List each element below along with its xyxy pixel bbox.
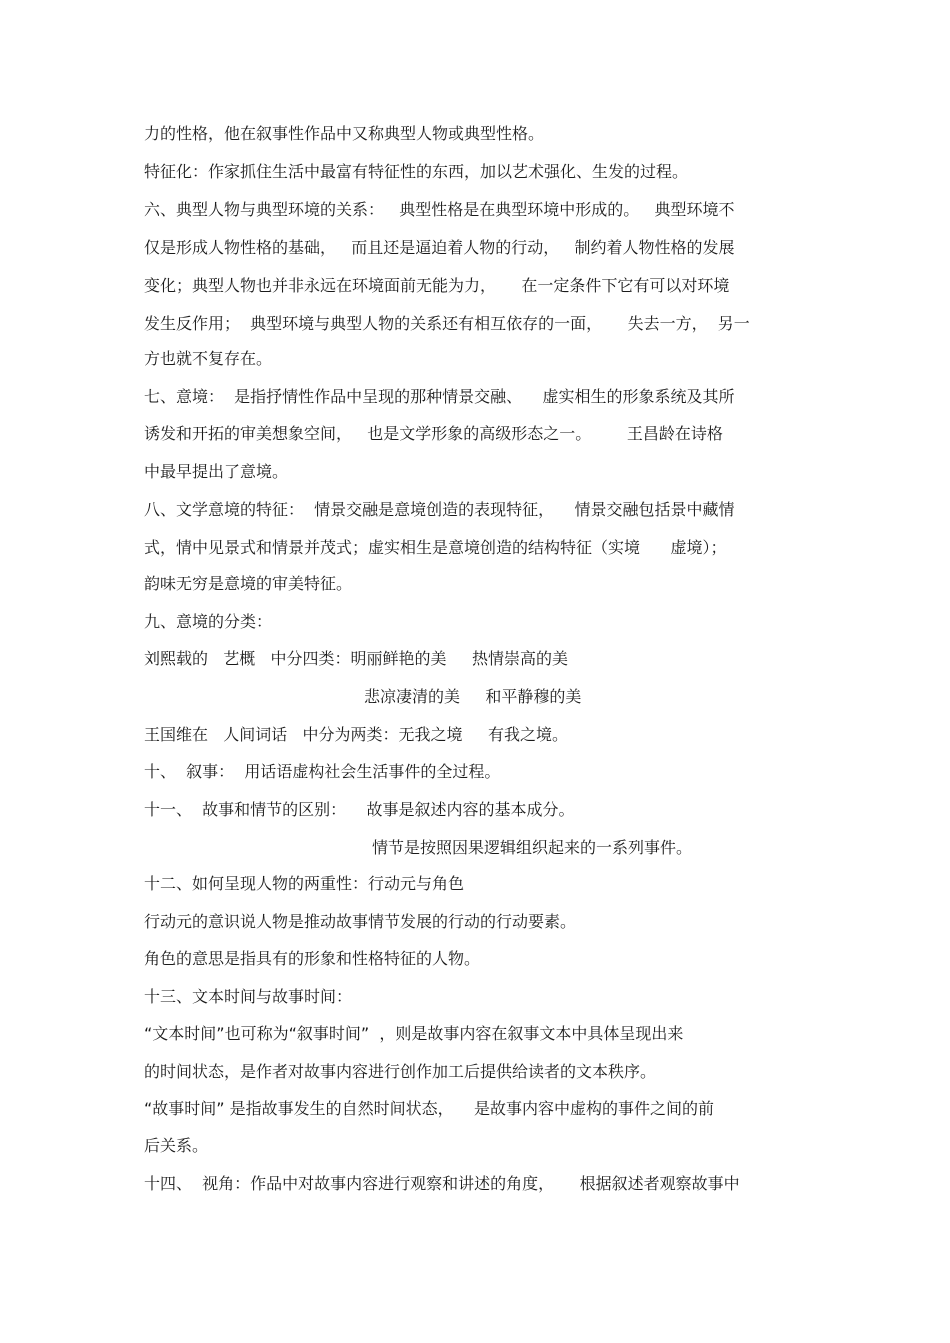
- text-line: 七、意境： 是指抒情性作品中呈现的那种情景交融、 虚实相生的形象系统及其所: [144, 387, 735, 406]
- text-line: 九、意境的分类：: [144, 612, 273, 631]
- text-line: 八、文学意境的特征： 情景交融是意境创造的表现特征， 情景交融包括景中藏情: [144, 500, 735, 519]
- text-line: 仅是形成人物性格的基础， 而且还是逼迫着人物的行动， 制约着人物性格的发展: [144, 238, 735, 257]
- text-line: 十一、 故事和情节的区别： 故事是叙述内容的基本成分。: [144, 800, 575, 819]
- text-line: 变化；典型人物也并非永远在环境面前无能为力， 在一定条件下它有可以对环境: [144, 276, 730, 295]
- text-line: 后关系。: [144, 1136, 209, 1155]
- text-line: 力的性格，他在叙事性作品中又称典型人物或典型性格。: [144, 124, 545, 143]
- text-line: 韵味无穷是意境的审美特征。: [144, 574, 353, 593]
- text-line: 十四、 视角：作品中对故事内容进行观察和讲述的角度， 根据叙述者观察故事中: [144, 1174, 740, 1193]
- text-line: 情节是按照因果逻辑组织起来的一系列事件。: [372, 838, 693, 857]
- text-line: “文本时间”也可称为“叙事时间” ，则是故事内容在叙事文本中具体呈现出来: [144, 1024, 684, 1043]
- text-line: 刘熙载的 艺概 中分四类：明丽鲜艳的美 热情崇高的美: [144, 649, 568, 668]
- text-line: 十、 叙事： 用话语虚构社会生活事件的全过程。: [144, 762, 501, 781]
- text-line: 的时间状态，是作者对故事内容进行创作加工后提供给读者的文本秩序。: [144, 1062, 657, 1081]
- text-line: 悲凉凄清的美 和平静穆的美: [364, 687, 582, 706]
- text-line: 发生反作用； 典型环境与典型人物的关系还有相互依存的一面， 失去一方， 另一: [144, 314, 750, 333]
- text-line: 十二、如何呈现人物的两重性：行动元与角色: [144, 874, 465, 893]
- text-line: 十三、文本时间与故事时间：: [144, 987, 353, 1006]
- text-line: 特征化：作家抓住生活中最富有特征性的东西，加以艺术强化、生发的过程。: [144, 162, 689, 181]
- text-line: 诱发和开拓的审美想象空间， 也是文学形象的高级形态之一。 王昌龄在诗格: [144, 424, 723, 443]
- text-line: 角色的意思是指具有的形象和性格特征的人物。: [144, 949, 481, 968]
- text-line: 方也就不复存在。: [144, 349, 273, 368]
- text-line: 王国维在 人间词话 中分为两类：无我之境 有我之境。: [144, 725, 568, 744]
- text-line: 式，情中见景式和情景并茂式；虚实相生是意境创造的结构特征（实境 虚境）；: [144, 538, 727, 557]
- text-line: 行动元的意识说人物是推动故事情节发展的行动的行动要素。: [144, 912, 577, 931]
- text-line: 六、典型人物与典型环境的关系： 典型性格是在典型环境中形成的。 典型环境不: [144, 200, 735, 219]
- text-line: “故事时间” 是指故事发生的自然时间状态， 是故事内容中虚构的事件之间的前: [144, 1099, 715, 1118]
- text-line: 中最早提出了意境。: [144, 462, 289, 481]
